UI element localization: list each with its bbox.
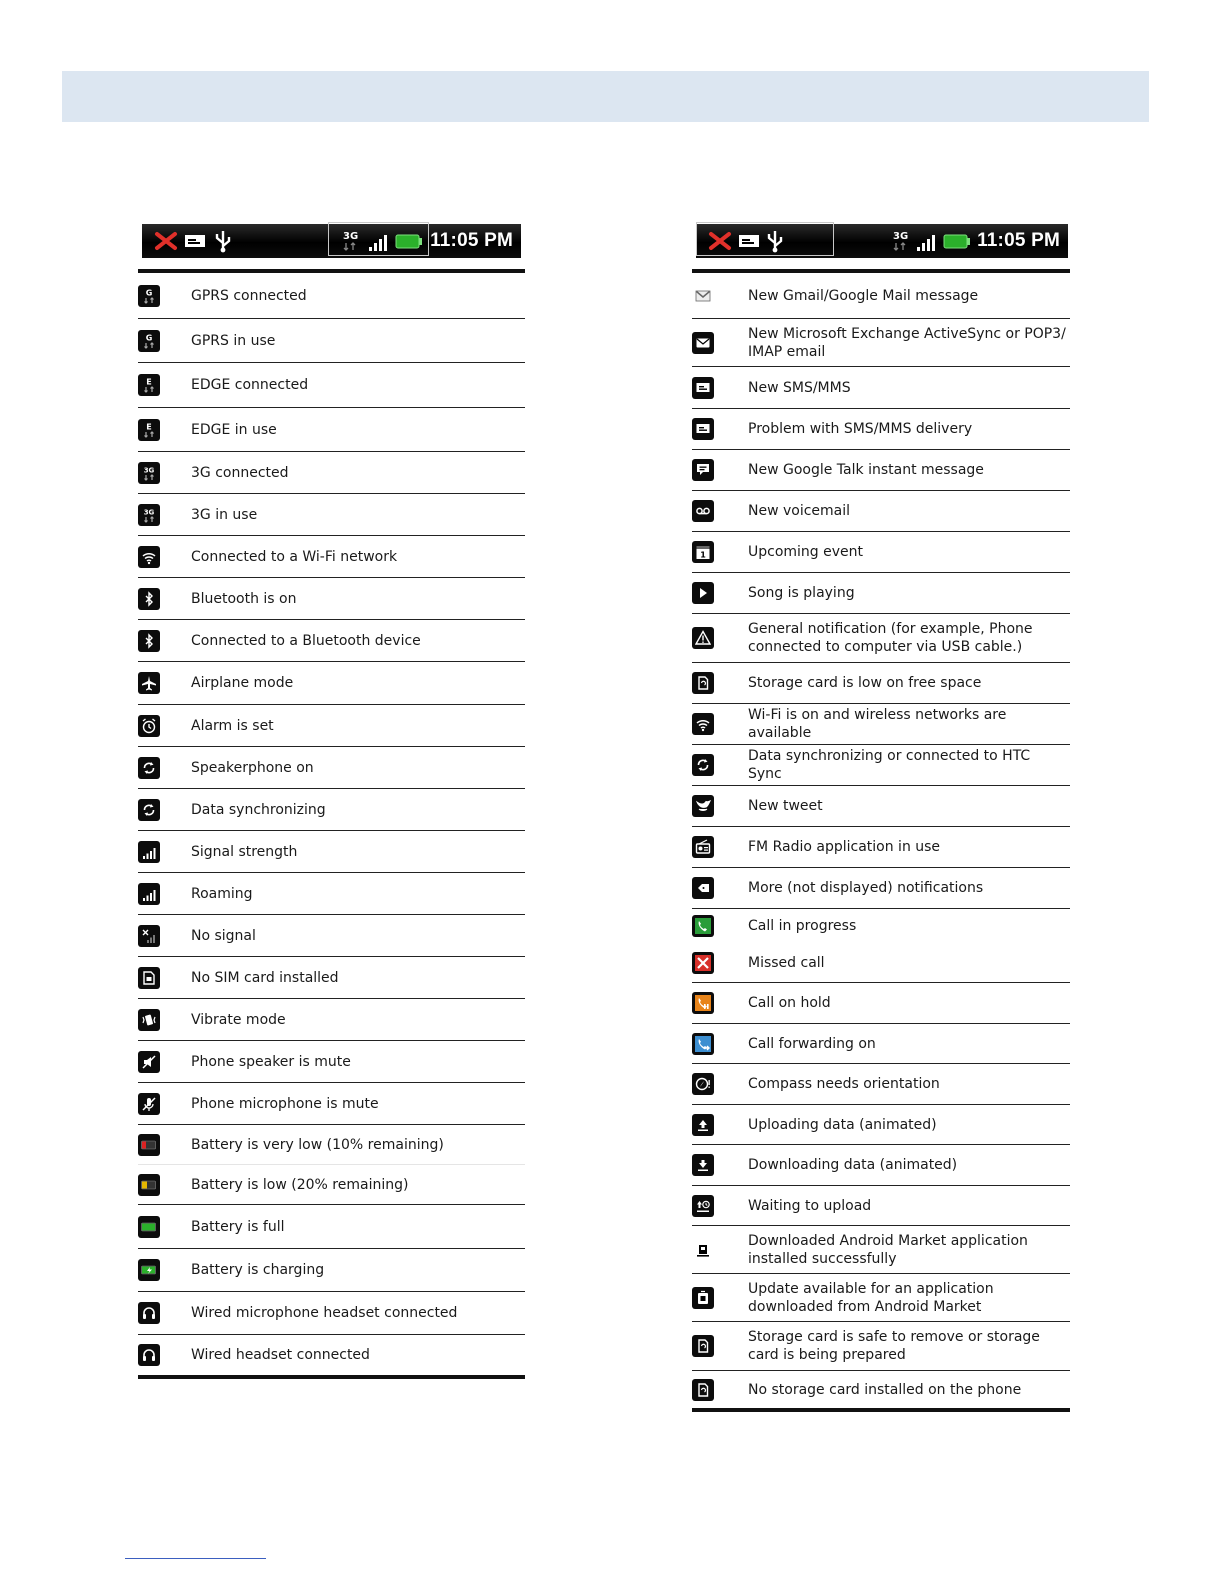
table-row: [692, 409, 1070, 450]
status-bar-right: [696, 224, 1068, 258]
download-icon: [692, 1154, 714, 1176]
svg-text:3G: 3G: [343, 231, 358, 242]
missed-call-icon: [708, 231, 732, 255]
row-label: New voicemail: [748, 503, 851, 519]
waiting-upload-icon: [692, 1195, 714, 1217]
row-label: GPRS connected: [191, 287, 307, 304]
storage-low-icon: [692, 672, 714, 694]
general-notification-icon: [692, 627, 714, 649]
more-notifications-icon: [692, 877, 714, 899]
row-label: Vibrate mode: [191, 1011, 286, 1028]
svg-text:G: G: [145, 333, 153, 342]
battery-full-icon: [138, 1216, 160, 1238]
3g-icon: [892, 229, 908, 257]
google-talk-icon: [692, 459, 714, 481]
row-label: New Google Talk instant message: [748, 462, 984, 478]
row-label: Battery is full: [191, 1218, 285, 1235]
roaming-icon: [138, 883, 160, 905]
table-row: [138, 831, 525, 873]
table-row: [692, 663, 1070, 704]
table-row: [692, 1322, 1070, 1371]
gprs-in-use-icon: [138, 330, 160, 352]
row-label: Battery is low (20% remaining): [191, 1176, 409, 1193]
alarm-icon: [138, 715, 160, 737]
sms-problem-icon: [692, 418, 714, 440]
row-label: Waiting to upload: [748, 1197, 872, 1214]
row-label: Data synchronizing: [191, 801, 326, 818]
table-row: [692, 827, 1070, 868]
table-row: [692, 1024, 1070, 1064]
calendar-icon: [692, 541, 714, 563]
usb-icon: [766, 229, 784, 257]
table-row: [138, 363, 525, 408]
right-icon-table: [692, 269, 1070, 1412]
row-label: Phone microphone is mute: [191, 1095, 379, 1112]
data-sync-icon: [138, 799, 160, 821]
table-row: [692, 943, 1070, 983]
sms-icon: [738, 233, 760, 253]
row-label: More (not displayed) notifications: [748, 880, 984, 896]
htc-sync-icon: [692, 754, 714, 776]
table-row: [692, 367, 1070, 409]
table-row: [138, 1205, 525, 1249]
call-on-hold-icon: [692, 992, 714, 1014]
table-row: [692, 573, 1070, 614]
tweet-icon: [692, 795, 714, 817]
status-bar-left: [142, 224, 521, 258]
table-row: [692, 450, 1070, 491]
row-label: New tweet: [748, 798, 823, 814]
row-label: Storage card is low on free space: [748, 675, 982, 691]
table-row: [692, 786, 1070, 827]
compass-icon: [692, 1073, 714, 1095]
table-row: [692, 868, 1070, 909]
missed-call-icon: [692, 952, 714, 974]
battery-charging-icon: [138, 1259, 160, 1281]
no-signal-icon: [138, 925, 160, 947]
3g-in-use-icon: [138, 504, 160, 526]
speakerphone-icon: [138, 757, 160, 779]
table-row: [138, 999, 525, 1041]
row-label: Wi-Fi is on and wireless networks are available: [748, 707, 1007, 741]
row-label: Signal strength: [191, 843, 298, 860]
table-row: [138, 1292, 525, 1335]
table-row: [138, 705, 525, 747]
battery-icon: [395, 234, 423, 253]
row-label: Downloaded Android Market application installed successfully: [748, 1232, 1028, 1267]
table-row: [692, 319, 1070, 367]
table-row: [692, 614, 1070, 663]
bluetooth-connected-icon: [138, 630, 160, 652]
table-row: [138, 915, 525, 957]
table-row: [138, 536, 525, 578]
signal-icon: [916, 232, 940, 256]
row-label: EDGE in use: [191, 421, 277, 438]
table-row: [138, 408, 525, 452]
song-playing-icon: [692, 582, 714, 604]
row-label: General notification (for example, Phone connected to computer via USB cable.): [748, 621, 1033, 655]
sms-icon: [692, 377, 714, 399]
left-icon-table: [138, 269, 525, 1379]
row-label: No storage card installed on the phone: [748, 1381, 1022, 1398]
table-row: [138, 747, 525, 789]
table-row: [692, 1064, 1070, 1105]
table-row: [138, 873, 525, 915]
svg-text:3G: 3G: [143, 466, 155, 474]
market-update-icon: [692, 1287, 714, 1309]
missed-call-icon: [154, 231, 178, 255]
table-row: [692, 491, 1070, 532]
mic-headset-icon: [138, 1302, 160, 1324]
table-row: [138, 1165, 525, 1205]
usb-icon: [214, 229, 232, 257]
table-row: [138, 662, 525, 705]
no-sim-icon: [138, 967, 160, 989]
signal-strength-icon: [138, 841, 160, 863]
vibrate-icon: [138, 1009, 160, 1031]
table-row: [692, 1226, 1070, 1274]
speaker-mute-icon: [138, 1051, 160, 1073]
bluetooth-icon: [138, 588, 160, 610]
table-row: [692, 532, 1070, 573]
call-in-progress-icon: [692, 915, 714, 937]
row-label: Battery is very low (10% remaining): [191, 1136, 444, 1153]
header-band: [62, 71, 1149, 122]
table-row: [138, 319, 525, 363]
table-row: [138, 578, 525, 620]
3g-connected-icon: [138, 462, 160, 484]
wifi-icon: [138, 546, 160, 568]
table-row: [138, 273, 525, 319]
row-label: No signal: [191, 927, 256, 944]
call-forwarding-icon: [692, 1033, 714, 1055]
row-label: New SMS/MMS: [748, 379, 851, 396]
table-row: [692, 273, 1070, 319]
table-row: [692, 1145, 1070, 1186]
table-row: [692, 1105, 1070, 1145]
gprs-connected-icon: [138, 285, 160, 307]
row-label: Uploading data (animated): [748, 1116, 937, 1133]
svg-text:E: E: [146, 422, 152, 431]
row-label: Connected to a Bluetooth device: [191, 632, 421, 649]
table-row: [138, 1125, 525, 1165]
row-label: Call in progress: [748, 917, 857, 934]
row-label: Connected to a Wi-Fi network: [191, 548, 398, 565]
row-label: Bluetooth is on: [191, 590, 297, 607]
table-row: [692, 983, 1070, 1024]
row-label: Problem with SMS/MMS delivery: [748, 421, 973, 437]
row-label: Roaming: [191, 885, 253, 902]
status-time: 11:05 PM: [430, 230, 513, 251]
upload-icon: [692, 1114, 714, 1136]
row-label: 3G connected: [191, 464, 289, 481]
table-row: [692, 1274, 1070, 1322]
no-storage-card-icon: [692, 1379, 714, 1401]
row-label: New Microsoft Exchange ActiveSync or POP3/ IMAP email: [748, 325, 1066, 360]
email-icon: [692, 332, 714, 354]
table-row: [138, 494, 525, 536]
row-label: Data synchronizing or connected to HTC Sync: [748, 748, 1031, 782]
row-label: Airplane mode: [191, 675, 294, 691]
battery-low-icon: [138, 1174, 160, 1196]
svg-text:3G: 3G: [143, 508, 155, 516]
row-label: GPRS in use: [191, 332, 276, 349]
footer-link-underline: [125, 1558, 266, 1559]
status-time: 11:05 PM: [977, 230, 1060, 251]
row-label: Wired headset connected: [191, 1347, 370, 1363]
row-label: 3G in use: [191, 506, 258, 523]
sms-icon: [184, 233, 206, 253]
airplane-icon: [138, 672, 160, 694]
row-label: EDGE connected: [191, 377, 309, 393]
mic-mute-icon: [138, 1093, 160, 1115]
row-label: New Gmail/Google Mail message: [748, 287, 979, 304]
row-label: Storage card is safe to remove or storage card is being prepared: [748, 1329, 1040, 1363]
edge-in-use-icon: [138, 419, 160, 441]
row-label: No SIM card installed: [191, 969, 339, 986]
row-label: Compass needs orientation: [748, 1076, 940, 1092]
svg-text:3G: 3G: [893, 231, 908, 242]
3g-icon: [342, 229, 358, 257]
edge-connected-icon: [138, 374, 160, 396]
table-row: [692, 909, 1070, 943]
row-label: Alarm is set: [191, 717, 274, 734]
row-label: Upcoming event: [748, 544, 864, 560]
svg-text:G: G: [145, 288, 153, 297]
row-label: Wired microphone headset connected: [191, 1305, 458, 1321]
voicemail-icon: [692, 500, 714, 522]
table-row: [692, 1186, 1070, 1226]
table-row: [138, 1083, 525, 1125]
row-label: FM Radio application in use: [748, 839, 941, 855]
battery-very-low-icon: [138, 1134, 160, 1156]
row-label: Song is playing: [748, 585, 855, 601]
battery-icon: [943, 234, 971, 253]
table-row: [692, 704, 1070, 745]
row-label: Call forwarding on: [748, 1035, 876, 1052]
table-row: [692, 745, 1070, 786]
table-row: [138, 1041, 525, 1083]
table-row: [138, 957, 525, 999]
storage-safe-remove-icon: [692, 1335, 714, 1357]
row-label: Update available for an application downloaded from Android Market: [748, 1280, 994, 1315]
table-row: [138, 1249, 525, 1292]
signal-icon: [368, 232, 392, 256]
headset-icon: [138, 1344, 160, 1366]
table-row: [692, 1371, 1070, 1412]
row-label: Speakerphone on: [191, 759, 314, 776]
row-label: Downloading data (animated): [748, 1157, 958, 1173]
wifi-available-icon: [692, 713, 714, 735]
table-row: [138, 789, 525, 831]
gmail-icon: [692, 285, 714, 307]
fm-radio-icon: [692, 836, 714, 858]
row-label: Battery is charging: [191, 1262, 325, 1278]
row-label: Call on hold: [748, 995, 831, 1011]
row-label: Missed call: [748, 954, 825, 971]
svg-text:1: 1: [700, 550, 706, 560]
row-label: Phone speaker is mute: [191, 1053, 351, 1070]
table-row: [138, 1335, 525, 1379]
table-row: [138, 452, 525, 494]
table-row: [138, 620, 525, 662]
market-installed-icon: [692, 1239, 714, 1261]
svg-text:E: E: [146, 377, 152, 387]
